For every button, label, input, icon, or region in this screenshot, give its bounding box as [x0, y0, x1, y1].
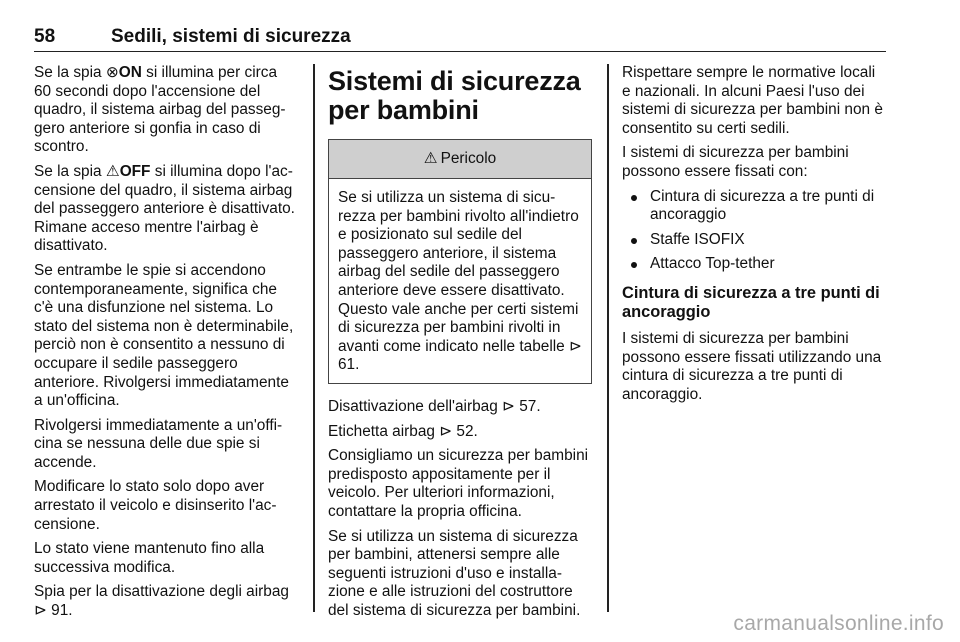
on-label: ON: [118, 64, 142, 81]
paragraph-state-kept: Lo stato viene mantenuto fino alla successiva modifica.: [34, 540, 265, 576]
column-3: [622, 64, 886, 410]
bullet-icon: [631, 238, 637, 244]
page-ref-arrow-icon: ⊳: [34, 602, 47, 620]
airbag-off-icon: ⚠: [105, 162, 120, 180]
list-item: Cintura di sicurezza a tre punti di ancoraggio: [622, 188, 886, 225]
paragraph-deactivation-ref: Spia per la disattivazione degli airbag ⊳ 91.: [34, 583, 289, 620]
column-1: [34, 64, 298, 627]
paragraph-deactivation-link: Disattivazione dell'airbag ⊳ 57.: [328, 397, 541, 415]
section-heading: Sistemi di sicurezza per bambini: [328, 66, 581, 125]
airbag-on-icon: ⊗: [105, 64, 119, 81]
fixing-methods-list: [622, 188, 886, 274]
list-item: Attacco Top-tether: [622, 255, 886, 274]
page-ref-arrow-icon: ⊳: [569, 337, 582, 355]
list-item: Staffe ISOFIX: [622, 231, 886, 250]
page-ref-link[interactable]: 57.: [514, 397, 541, 415]
paragraph-regulations: Rispettare sempre le normative locali e nazionali. In alcuni Paesi l'uso dei sistemi di sicurezza per bambini non è consentito su certi sedili.: [622, 64, 883, 137]
warning-box: [328, 139, 592, 384]
paragraph-fixing-methods: I sistemi di sicurezza per bambini possono essere fissati con:: [622, 144, 849, 180]
page-ref-arrow-icon: ⊳: [439, 422, 453, 440]
paragraph-no-light: Rivolgersi immediatamente a un'officina se nessuna delle due spie si accende.: [34, 416, 283, 471]
page-ref-link[interactable]: 52.: [452, 422, 478, 440]
page-ref-link[interactable]: 91.: [46, 602, 73, 620]
page-ref-link[interactable]: 61.: [338, 356, 360, 374]
paragraph-instructions: Se si utilizza un sistema di sicurezza per bambini, attenersi sempre alle seguenti istruzioni d'uso e installazione e alle istruzioni del costruttore del sistema di sicurezza per bambini.: [328, 527, 581, 619]
warning-title: Pericolo: [440, 149, 497, 167]
subsection-heading: Cintura di sicurezza a tre punti di ancoraggio: [622, 283, 880, 321]
column-2: [328, 64, 592, 626]
chapter-title: Sedili, sistemi di sicurezza: [111, 26, 351, 47]
column-divider-1: [313, 64, 315, 612]
paragraph-recommendation: Consigliamo un sicurezza per bambini predisposto appositamente per il veicolo. Per ulteriori informazioni, contattare la propria officina.: [328, 447, 589, 520]
off-label: OFF: [119, 162, 151, 180]
page-ref-arrow-icon: ⊳: [502, 397, 515, 415]
page-number: 58: [34, 26, 56, 47]
warning-body: Se si utilizza un sistema di sicurezza per bambini rivolto all'indietro e posizionato sul sedile del passeggero anteriore, il sistema airbag del sedile del passeggero anteriore deve essere disattivato. Questo vale anche per certi sistemi di sicurezza per bambini rivolti in avanti come indicato nelle tabelle ⊳ 61.: [338, 189, 582, 374]
paragraph-three-point-belt: I sistemi di sicurezza per bambini possono essere fissati utilizzando una cintura di sicurezza a tre punti di ancoraggio.: [622, 329, 882, 403]
paragraph-airbag-off: Se la spia ⚠OFF si illumina dopo l'accensione del quadro, il sistema airbag del passeggero anteriore è disattivato. Rimane acceso mentre l'airbag è disattivato.: [34, 162, 295, 255]
warning-header: [329, 140, 591, 179]
watermark: carmanualsonline.info: [733, 612, 944, 635]
paragraph-airbag-on: Se la spia ⊗ON si illumina per circa 60 secondi dopo l'accensione del quadro, il sistema airbag del passeggero anteriore si gonfia in caso di scontro.: [34, 64, 286, 156]
column-divider-2: [607, 64, 609, 612]
bullet-icon: [631, 195, 637, 201]
page-header: [34, 22, 886, 52]
bullet-icon: [631, 262, 637, 268]
paragraph-label-link: Etichetta airbag ⊳ 52.: [328, 422, 478, 440]
warning-icon: ⚠: [423, 149, 438, 167]
paragraph-malfunction: Se entrambe le spie si accendono contemporaneamente, significa che c'è una disfunzione nel sistema. Lo stato del sistema non è determinabile, perciò non è consentito a nessuno di occupare il sedile passeggero anteriore. Rivolgersi immediatamente a un'officina.: [34, 261, 294, 410]
paragraph-change-state: Modificare lo stato solo dopo aver arrestato il veicolo e disinserito l'accensione.: [34, 478, 277, 533]
